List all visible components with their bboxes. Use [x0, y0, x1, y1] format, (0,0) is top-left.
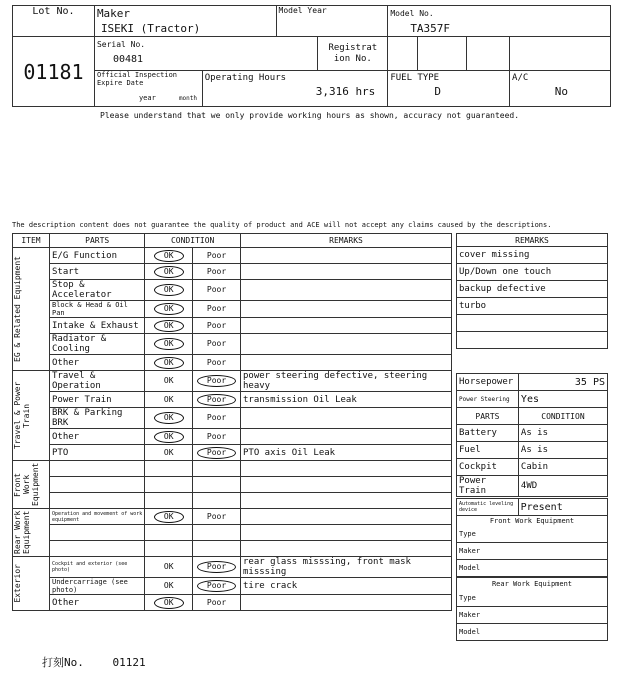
part-name: Undercarriage (see photo): [50, 578, 145, 595]
maker-value: ISEKI (Tractor): [100, 22, 201, 35]
section-label: [13, 371, 50, 461]
serial-no-label: Serial No.: [96, 40, 146, 49]
poor-option: Poor: [197, 394, 236, 406]
condition-row: [13, 525, 452, 541]
part-name: Intake & Exhaust: [50, 318, 145, 334]
poor-cell: [193, 264, 241, 280]
condition-row: [13, 280, 452, 301]
rear-work-table: [456, 577, 608, 641]
spec-key: Battery: [457, 425, 519, 442]
part-name: Stop & Accelerator: [50, 280, 145, 301]
ok-option: OK: [154, 412, 184, 424]
part-name: Power Train: [50, 392, 145, 408]
fuel-cell: [388, 71, 510, 107]
remark-text: [240, 280, 451, 301]
front-work-model: Model: [457, 560, 608, 577]
spec-parts-header: PARTS: [457, 408, 519, 425]
poor-option: Poor: [206, 285, 227, 294]
remark-text: [240, 525, 451, 541]
front-work-title: Front Work Equipment: [457, 516, 608, 526]
spec-row: [457, 442, 608, 459]
ok-option: OK: [154, 338, 184, 350]
ok-cell: [145, 318, 193, 334]
spec-value: As is: [518, 425, 607, 442]
condition-row: [13, 301, 452, 318]
ok-cell: [145, 264, 193, 280]
ok-cell: [145, 578, 193, 595]
part-name: PTO: [50, 445, 145, 461]
condition-row: [13, 461, 452, 477]
ok-option: OK: [163, 394, 174, 404]
poor-option: Poor: [206, 597, 227, 607]
inspection-label: Official Inspection Expire Date: [96, 71, 178, 87]
condition-row: [13, 557, 452, 578]
section-label: [13, 509, 50, 557]
model-no-cell: [388, 6, 611, 37]
model-no-label: Model No.: [390, 9, 434, 18]
stamp-no-value: 01121: [112, 656, 146, 669]
ok-cell: [145, 429, 193, 445]
part-name: Operation and movement of work equipment: [50, 509, 145, 525]
part-name: [50, 525, 145, 541]
ok-cell: [145, 477, 193, 493]
poor-option: Poor: [206, 304, 227, 313]
header-table: [12, 5, 611, 107]
remark-text: [240, 264, 451, 280]
section-name: Travel & Power Train: [13, 381, 31, 450]
poor-cell: [193, 371, 241, 392]
condition-row: [13, 371, 452, 392]
poor-cell: [193, 477, 241, 493]
part-name: E/G Function: [50, 248, 145, 264]
side-remark-row: [457, 315, 608, 332]
remark-text: [240, 541, 451, 557]
serial-no-value: 00481: [112, 54, 144, 65]
remark-text: power steering defective, steering heavy: [240, 371, 451, 392]
ok-option: OK: [154, 303, 184, 315]
ok-option: OK: [154, 357, 184, 369]
maker-label: Maker: [96, 7, 131, 20]
col-header-parts: PARTS: [50, 234, 145, 248]
ok-option: OK: [154, 266, 184, 278]
disclaimer: The description content does not guarantee the quality of product and ACE will not accept any claims caused by the descriptions.: [12, 221, 552, 229]
ac-label: A/C: [512, 73, 529, 83]
ok-cell: [145, 301, 193, 318]
poor-option: Poor: [206, 266, 227, 276]
inspection-cell: [94, 71, 202, 107]
side-remark-row: [457, 298, 608, 315]
rear-work-model: Model: [457, 624, 608, 641]
section-label: [13, 461, 50, 509]
remark-text: [240, 509, 451, 525]
side-remark-row: [457, 247, 608, 264]
remark-text: [240, 355, 451, 371]
registration-label: Registrat ion No.: [318, 37, 388, 71]
ok-cell: [145, 493, 193, 509]
horsepower-label: Horsepower: [457, 374, 519, 391]
model-year-label: Model Year: [276, 6, 388, 37]
condition-row: [13, 334, 452, 355]
remark-text: [240, 477, 451, 493]
stamp-no: [42, 654, 146, 670]
part-name: Block & Head & Oil Pan: [50, 301, 145, 318]
poor-option: Poor: [197, 561, 236, 573]
condition-row: [13, 493, 452, 509]
hours-cell: [202, 71, 388, 107]
registration-box: [418, 37, 467, 71]
spec-key: Power Train: [457, 476, 519, 497]
poor-option: Poor: [206, 339, 227, 348]
part-name: [50, 541, 145, 557]
ok-option: OK: [163, 376, 174, 385]
model-no-value: TA357F: [410, 22, 451, 35]
hours-value: 3,316 hrs: [315, 85, 376, 98]
remark-text: transmission Oil Leak: [240, 392, 451, 408]
maker-cell: [94, 6, 276, 37]
part-name: Other: [50, 429, 145, 445]
front-work-table: [456, 498, 608, 577]
poor-cell: [193, 318, 241, 334]
side-remarks-title: REMARKS: [457, 234, 608, 247]
spec-table: [456, 373, 608, 497]
col-header-remarks: REMARKS: [240, 234, 451, 248]
spec-value: Cabin: [518, 459, 607, 476]
poor-cell: [193, 525, 241, 541]
power-steering-value: Yes: [518, 391, 607, 408]
condition-row: [13, 392, 452, 408]
remark-text: [240, 334, 451, 355]
part-name: [50, 493, 145, 509]
remark-text: [240, 248, 451, 264]
poor-option: Poor: [206, 511, 227, 521]
ok-option: OK: [163, 562, 174, 571]
registration-box: [467, 37, 510, 71]
remark-text: [240, 493, 451, 509]
remark-text: [240, 595, 451, 611]
ok-cell: [145, 334, 193, 355]
condition-row: [13, 318, 452, 334]
poor-option: Poor: [206, 413, 227, 422]
remark-text: tire crack: [240, 578, 451, 595]
ok-option: OK: [163, 581, 174, 590]
poor-cell: [193, 578, 241, 595]
poor-option: Poor: [197, 375, 236, 387]
spec-key: Fuel: [457, 442, 519, 459]
condition-row: [13, 408, 452, 429]
poor-cell: [193, 248, 241, 264]
fuel-type-label: FUEL TYPE: [390, 73, 440, 83]
poor-option: Poor: [206, 320, 227, 330]
ok-option: OK: [154, 597, 184, 609]
section-name: Rear Work Equipment: [13, 510, 31, 555]
rear-work-title: Rear Work Equipment: [457, 578, 608, 590]
part-name: [50, 461, 145, 477]
condition-row: [13, 477, 452, 493]
part-name: [50, 477, 145, 493]
spec-row: [457, 476, 608, 497]
poor-cell: [193, 509, 241, 525]
month-label: month: [178, 95, 197, 102]
poor-cell: [193, 445, 241, 461]
condition-row: [13, 355, 452, 371]
front-work-maker: Maker: [457, 543, 608, 560]
lot-no-value: 01181: [13, 37, 95, 107]
side-remark-row: [457, 332, 608, 349]
condition-row: [13, 578, 452, 595]
ok-option: OK: [154, 431, 184, 443]
hours-note: Please understand that we only provide working hours as shown, accuracy not guaranteed.: [100, 111, 520, 120]
poor-cell: [193, 355, 241, 371]
side-remark-text: cover missing: [457, 247, 608, 264]
ok-cell: [145, 595, 193, 611]
ok-option: OK: [154, 284, 184, 296]
section-name: EG & Related Equipment: [13, 256, 22, 362]
spec-key: Cockpit: [457, 459, 519, 476]
stamp-no-label: 打刻No.: [42, 656, 84, 669]
ok-option: OK: [154, 511, 184, 523]
hours-label: Operating Hours: [204, 73, 287, 83]
condition-row: [13, 264, 452, 280]
part-name: Cockpit and exterior (see photo): [50, 557, 145, 578]
side-remark-row: [457, 264, 608, 281]
front-work-type: Type: [457, 526, 608, 543]
section-label: [13, 557, 50, 611]
ok-cell: [145, 355, 193, 371]
ok-cell: [145, 371, 193, 392]
side-remark-text: [457, 315, 608, 332]
side-remark-text: backup defective: [457, 281, 608, 298]
rear-work-type: Type: [457, 590, 608, 607]
section-name: Exterior: [13, 564, 22, 603]
rear-work-maker: Maker: [457, 607, 608, 624]
ok-cell: [145, 557, 193, 578]
ok-cell: [145, 392, 193, 408]
ok-cell: [145, 408, 193, 429]
col-header-condition: CONDITION: [145, 234, 241, 248]
side-remark-text: Up/Down one touch: [457, 264, 608, 281]
part-name: BRK & Parking BRK: [50, 408, 145, 429]
spec-condition-header: CONDITION: [518, 408, 607, 425]
lot-no-label: Lot No.: [13, 6, 95, 37]
ac-cell: [510, 71, 611, 107]
side-remark-text: [457, 332, 608, 349]
poor-cell: [193, 334, 241, 355]
condition-row: [13, 541, 452, 557]
condition-row: [13, 429, 452, 445]
remark-text: [240, 408, 451, 429]
spec-value: 4WD: [518, 476, 607, 497]
poor-cell: [193, 280, 241, 301]
poor-option: Poor: [206, 357, 227, 367]
poor-cell: [193, 429, 241, 445]
registration-box: [388, 37, 418, 71]
ok-cell: [145, 541, 193, 557]
auto-leveling-value: Present: [518, 499, 607, 516]
poor-cell: [193, 301, 241, 318]
auto-leveling-label: Automatic leveling device: [457, 499, 519, 516]
remark-text: [240, 318, 451, 334]
poor-cell: [193, 392, 241, 408]
ok-cell: [145, 445, 193, 461]
poor-cell: [193, 557, 241, 578]
ok-cell: [145, 461, 193, 477]
spec-row: [457, 459, 608, 476]
poor-option: Poor: [197, 447, 236, 459]
side-remarks-table: [456, 233, 608, 349]
serial-no-cell: [94, 37, 317, 71]
section-label: [13, 248, 50, 371]
poor-option: Poor: [206, 431, 227, 441]
ac-value: No: [554, 85, 568, 98]
remark-text: [240, 429, 451, 445]
remark-text: PTO axis Oil Leak: [240, 445, 451, 461]
condition-row: [13, 509, 452, 525]
poor-cell: [193, 461, 241, 477]
col-header-item: ITEM: [13, 234, 50, 248]
side-remark-row: [457, 281, 608, 298]
year-label: year: [138, 94, 156, 102]
section-name: Front Work Equipment: [13, 462, 40, 507]
remark-text: [240, 461, 451, 477]
ok-option: OK: [154, 250, 184, 262]
part-name: Radiator & Cooling: [50, 334, 145, 355]
column-header-row: [13, 234, 452, 248]
poor-option: Poor: [206, 250, 227, 260]
spec-row: [457, 425, 608, 442]
poor-cell: [193, 493, 241, 509]
condition-row: [13, 595, 452, 611]
side-remark-text: turbo: [457, 298, 608, 315]
condition-row: [13, 445, 452, 461]
remark-text: [240, 301, 451, 318]
poor-cell: [193, 408, 241, 429]
poor-option: Poor: [197, 580, 236, 592]
ok-option: OK: [154, 320, 184, 332]
part-name: Other: [50, 355, 145, 371]
part-name: Start: [50, 264, 145, 280]
part-name: Travel & Operation: [50, 371, 145, 392]
ok-cell: [145, 280, 193, 301]
part-name: Other: [50, 595, 145, 611]
ok-option: OK: [163, 447, 174, 457]
ok-cell: [145, 248, 193, 264]
condition-row: [13, 248, 452, 264]
horsepower-value: 35 PS: [518, 374, 607, 391]
fuel-type-value: D: [434, 85, 441, 98]
condition-table: [12, 233, 452, 611]
spec-value: As is: [518, 442, 607, 459]
ok-cell: [145, 509, 193, 525]
side-remarks-header-row: [457, 234, 608, 247]
power-steering-label: Power Steering: [457, 391, 519, 408]
registration-box: [510, 37, 611, 71]
ok-cell: [145, 525, 193, 541]
remark-text: rear glass misssing, front mask misssing: [240, 557, 451, 578]
poor-cell: [193, 595, 241, 611]
poor-cell: [193, 541, 241, 557]
